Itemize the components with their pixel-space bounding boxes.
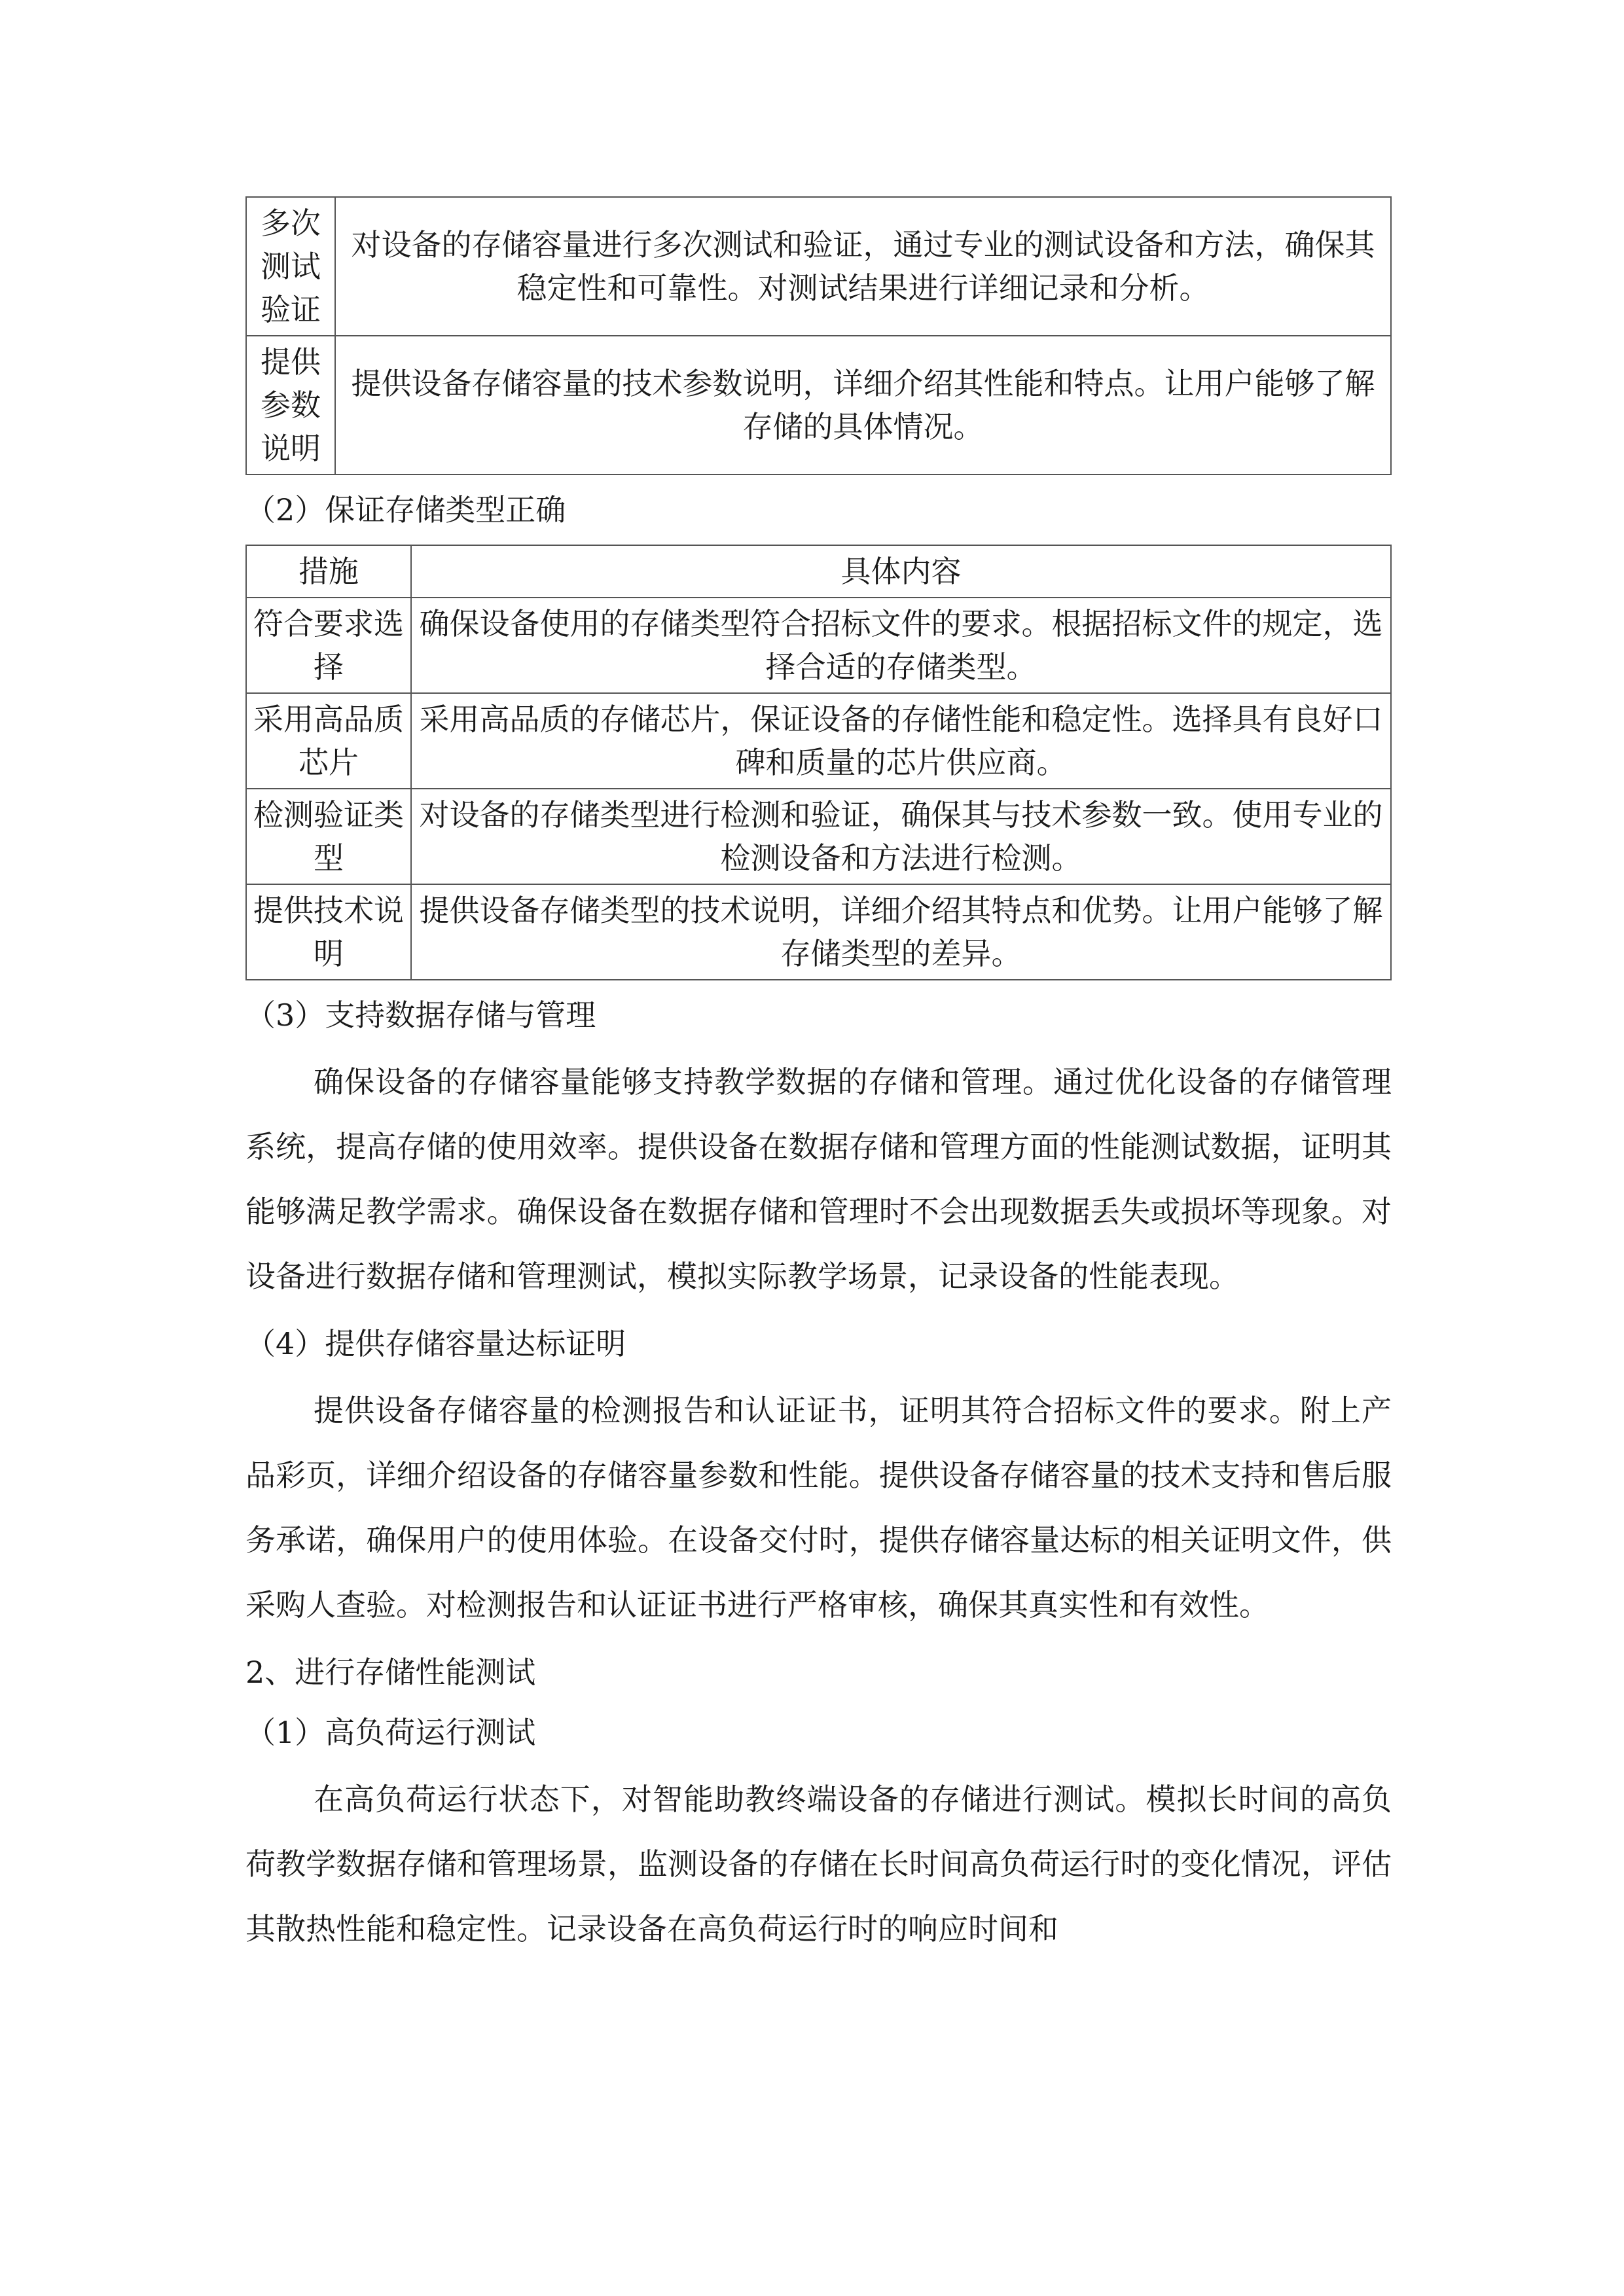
measure-cell: 多次测试验证 [246,197,335,336]
table-row [246,884,1391,980]
content-cell: 提供设备存储类型的技术说明，详细介绍其特点和优势。让用户能够了解存储类型的差异。 [411,884,1391,980]
measure-cell: 检测验证类型 [246,789,411,884]
measure-cell: 提供技术说明 [246,884,411,980]
measure-cell: 提供参数说明 [246,336,335,475]
table-header-row [246,545,1391,598]
chapter-heading: 2、进行存储性能测试 [245,1655,536,1690]
header-cell-measure: 措施 [246,545,411,598]
table-row [246,598,1391,693]
table-row [246,197,1391,336]
body-paragraph: 提供设备存储容量的检测报告和认证证书，证明其符合招标文件的要求。附上产品彩页，详细介绍设备的存储容量参数和性能。提供设备存储容量的技术支持和售后服务承诺，确保用户的使用体验。在设备交付时，提供存储容量达标的相关证明文件，供采购人查验。对检测报告和认证证书进行严格审核，确保其真实性和有效性。 [245,1393,1392,1623]
table-row [246,789,1391,884]
storage-capacity-table [245,196,1392,475]
header-cell-content: 具体内容 [411,545,1391,598]
content-cell: 确保设备使用的存储类型符合招标文件的要求。根据招标文件的规定，选择合适的存储类型。 [411,598,1391,693]
storage-type-table [245,545,1392,980]
table-row [246,693,1391,789]
content-cell: 提供设备存储容量的技术参数说明，详细介绍其性能和特点。让用户能够了解存储的具体情况。 [335,336,1391,475]
document-page [245,196,1392,1962]
table-row [246,336,1391,475]
content-cell: 对设备的存储容量进行多次测试和验证，通过专业的测试设备和方法，确保其稳定性和可靠性。对测试结果进行详细记录和分析。 [335,197,1391,336]
body-paragraph: 在高负荷运行状态下，对智能助教终端设备的存储进行测试。模拟长时间的高负荷教学数据存储和管理场景，监测设备的存储在长时间高负荷运行时的变化情况，评估其散热性能和稳定性。记录设备在高负荷运行时的响应时间和 [245,1782,1392,1946]
body-paragraph: 确保设备的存储容量能够支持教学数据的存储和管理。通过优化设备的存储管理系统，提高存储的使用效率。提供设备在数据存储和管理方面的性能测试数据，证明其能够满足教学需求。确保设备在数据存储和管理时不会出现数据丢失或损坏等现象。对设备进行数据存储和管理测试，模拟实际教学场景，记录设备的性能表现。 [245,1064,1392,1294]
section-title: （2）保证存储类型正确 [245,492,566,528]
section-title: （3）支持数据存储与管理 [245,997,596,1033]
section-title: （4）提供存储容量达标证明 [245,1326,626,1361]
content-cell: 采用高品质的存储芯片，保证设备的存储性能和稳定性。选择具有良好口碑和质量的芯片供应商。 [411,693,1391,789]
measure-cell: 符合要求选择 [246,598,411,693]
content-cell: 对设备的存储类型进行检测和验证，确保其与技术参数一致。使用专业的检测设备和方法进行检测。 [411,789,1391,884]
section-title: （1）高负荷运行测试 [245,1715,536,1750]
measure-cell: 采用高品质芯片 [246,693,411,789]
